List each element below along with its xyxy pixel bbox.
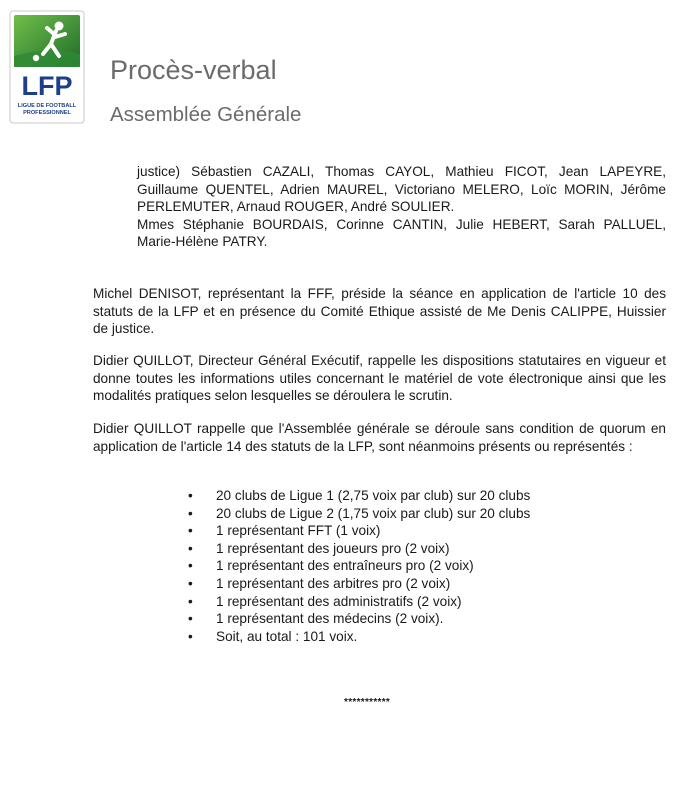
attendees-women: Mmes Stéphanie BOURDAIS, Corinne CANTIN, Julie HEBERT, Sarah PALLUEL, Marie-Hélène PATRY. <box>137 216 666 249</box>
logo-subtext-2: PROFESSIONNEL <box>23 110 71 116</box>
attendees-men: justice) Sébastien CAZALI, Thomas CAYOL, Mathieu FICOT, Jean LAPEYRE, Guillaume QUENTEL, Adrien MAUREL, Victoriano MELERO, Loïc MORIN, Jérôme PERLEMUTER, Arnaud ROUGER, André SOULIER. <box>137 164 666 214</box>
list-item: • 20 clubs de Ligue 1 (2,75 voix par club) sur 20 clubs <box>188 487 530 505</box>
paragraph-voting-info: Didier QUILLOT, Directeur Général Exécutif, rappelle les dispositions statutaires en vigueur et donne toutes les informations utiles concernant le matériel de vote électronique ainsi que les modalités pratiques selon lesquelles se déroulera le scrutin. <box>93 353 666 403</box>
ball-icon <box>33 55 39 61</box>
section-separator: *********** <box>344 697 391 708</box>
list-item: • 20 clubs de Ligue 2 (1,75 voix par club) sur 20 clubs <box>188 505 530 523</box>
document-title: Procès-verbal <box>110 55 277 85</box>
list-item: • 1 représentant des entraîneurs pro (2 voix) <box>188 557 530 575</box>
lfp-logo <box>9 10 85 124</box>
paragraph-quorum: Didier QUILLOT rappelle que l'Assemblée générale se déroule sans condition de quorum en application de l'article 14 des statuts de la LFP, sont néanmoins présents ou représentés : <box>93 421 666 454</box>
list-item: • 1 représentant FFT (1 voix) <box>188 522 530 540</box>
paragraph-chair: Michel DENISOT, représentant la FFF, préside la séance en application de l'article 10 des statuts de la LFP et en présence du Comité Ethique assisté de Me Denis CALIPPE, Huissier de justice. <box>93 286 666 336</box>
attendees-block <box>137 163 666 251</box>
list-item: • 1 représentant des administratifs (2 voix) <box>188 593 530 611</box>
logo-subtext-1: LIGUE DE FOOTBALL <box>17 103 77 109</box>
list-item: • Soit, au total : 101 voix. <box>188 628 530 646</box>
logo-letters: LFP <box>21 71 73 101</box>
representation-list <box>188 487 530 645</box>
list-item: • 1 représentant des médecins (2 voix). <box>188 610 530 628</box>
document-subtitle: Assemblée Générale <box>110 103 302 126</box>
list-item: • 1 représentant des arbitres pro (2 voix) <box>188 575 530 593</box>
list-item: • 1 représentant des joueurs pro (2 voix) <box>188 540 530 558</box>
